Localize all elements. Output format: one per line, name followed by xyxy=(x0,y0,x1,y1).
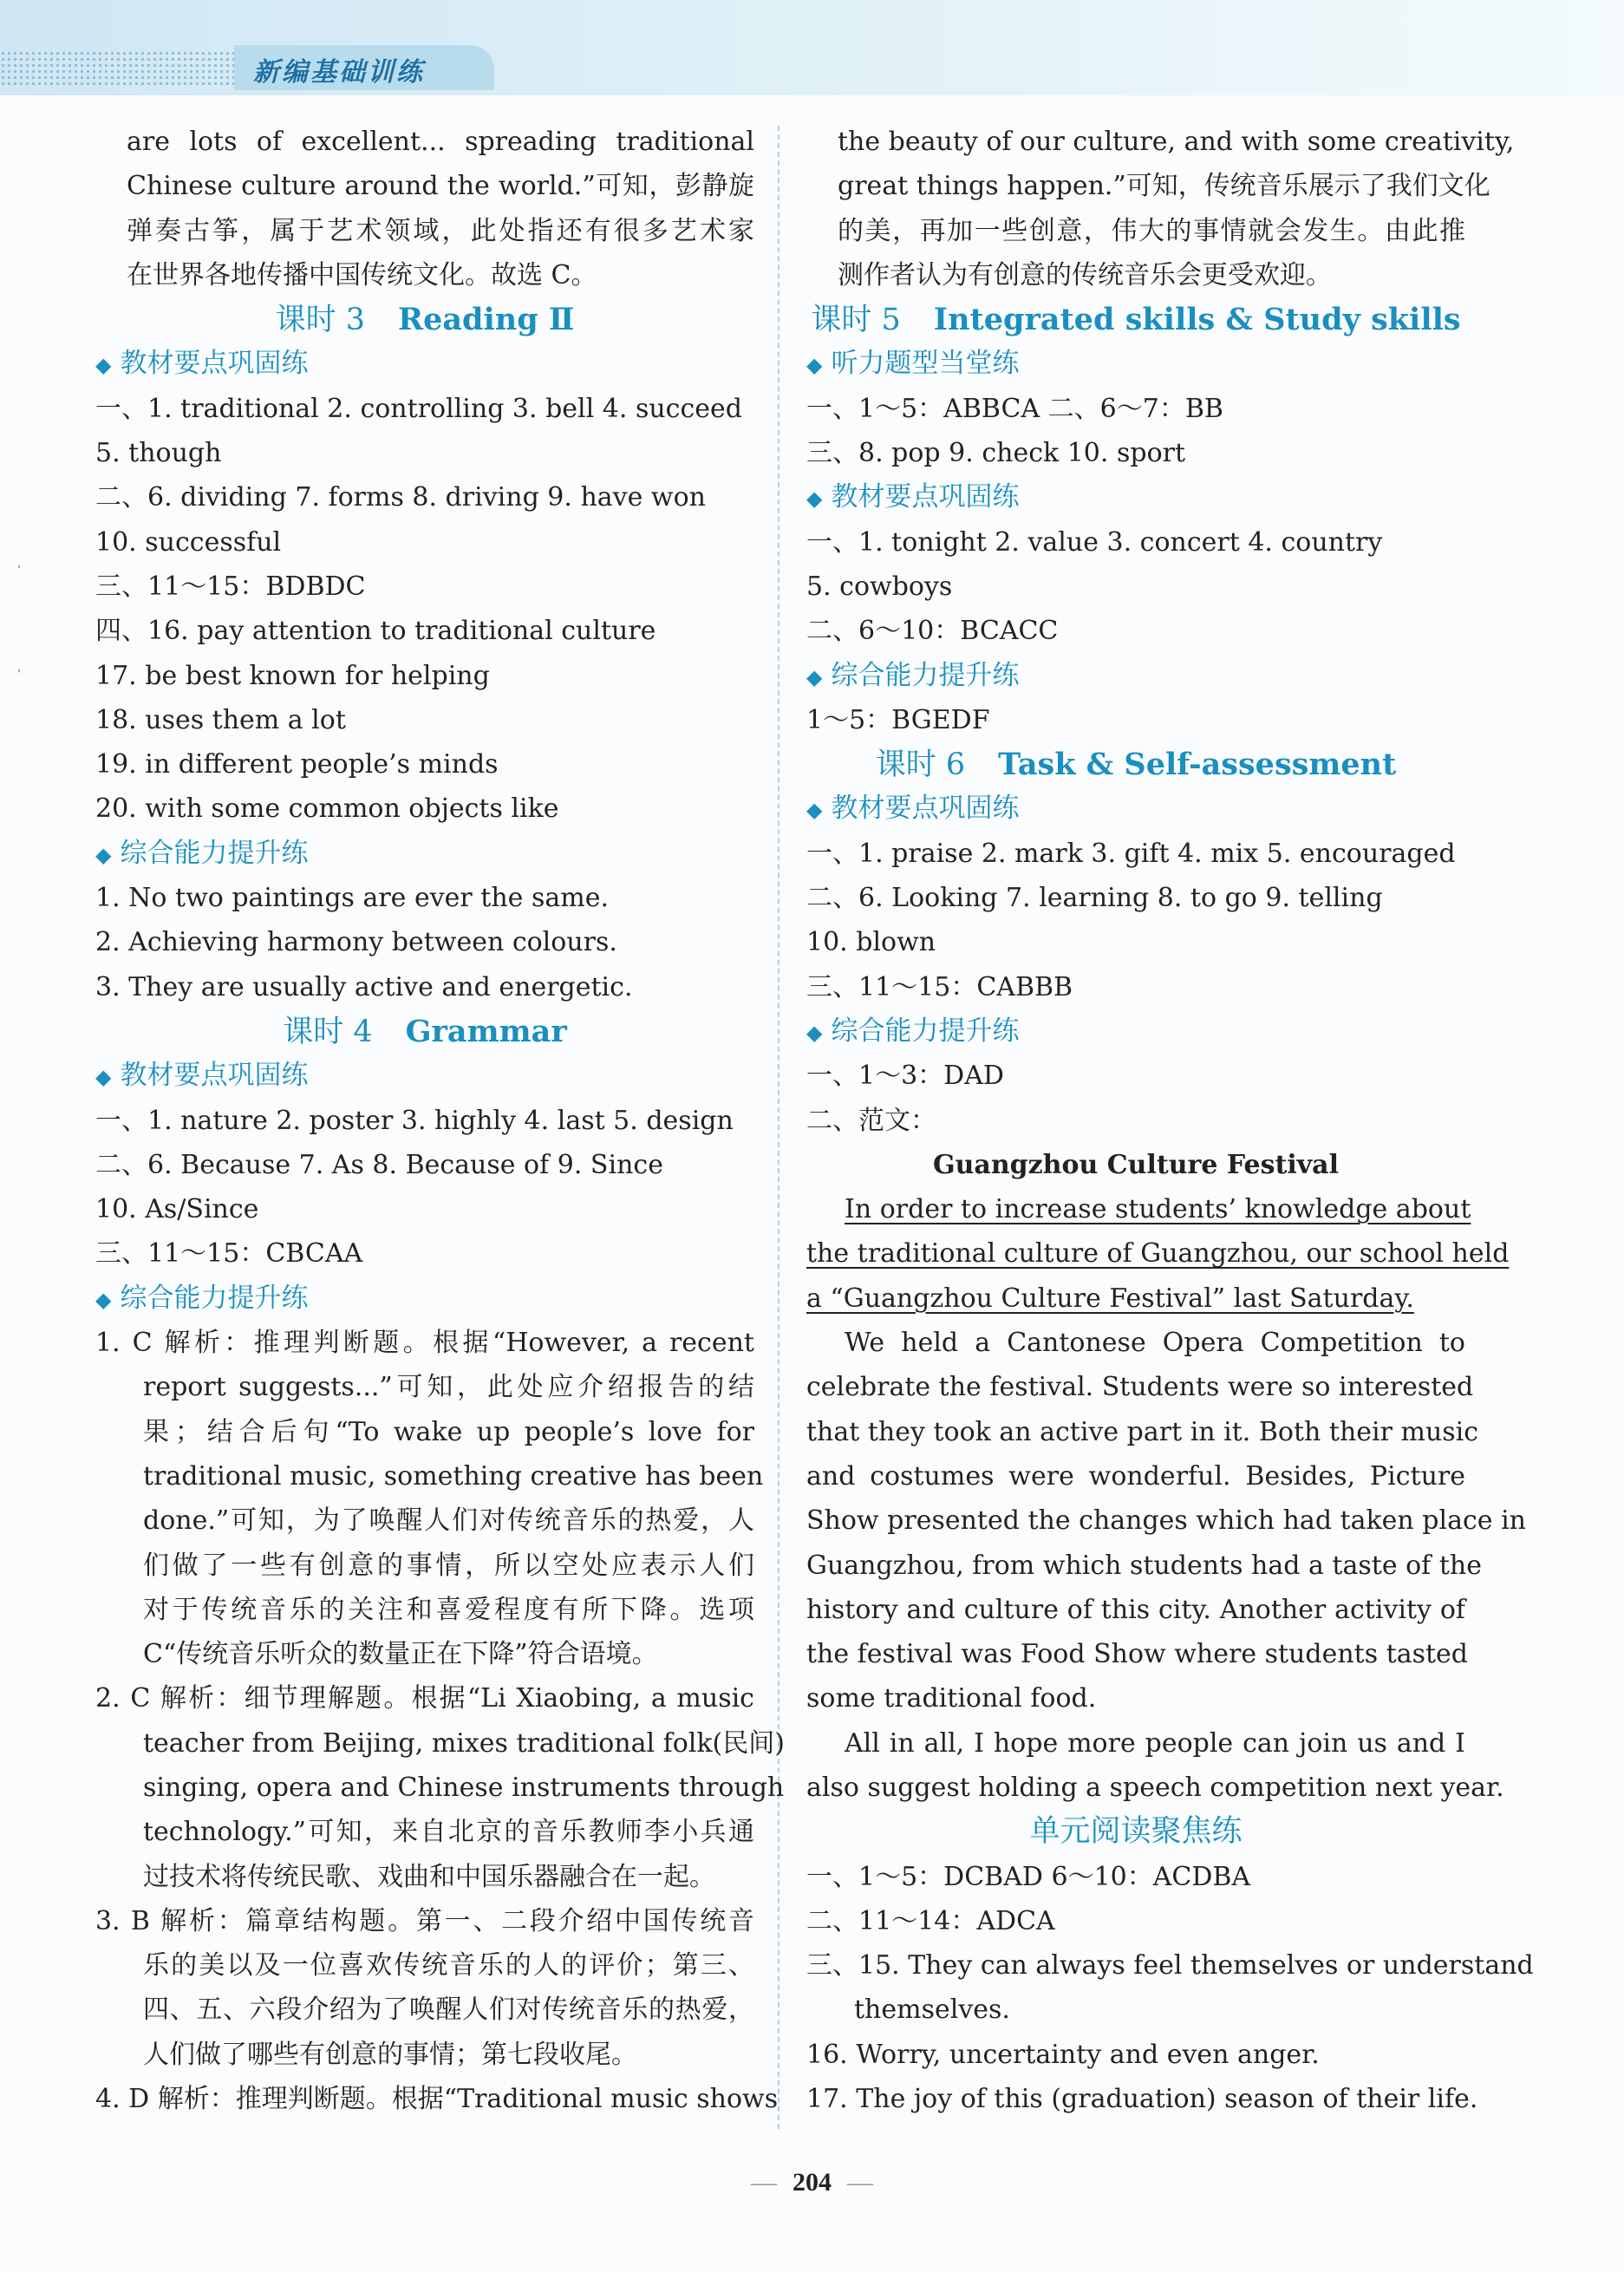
text-line: the beauty of our culture, and with some creativity, xyxy=(838,127,1515,157)
diamond-icon: ◆ xyxy=(806,353,823,378)
answer-line: 17. The joy of this (graduation) season of their life. xyxy=(806,2084,1478,2115)
explanation-line: 果；结合后句“To wake up people’s love for xyxy=(143,1416,754,1447)
text-line: 弹奏古筝，属于艺术领域，此处指还有很多艺术家 xyxy=(127,215,754,246)
explanation-line: C“传统音乐听众的数量正在下降”符合语境。 xyxy=(143,1639,658,1670)
answer-line: 三、11～15：CBCAA xyxy=(95,1238,363,1270)
explanation-line: report suggests...”可知，此处应介绍报告的结 xyxy=(143,1372,754,1403)
answer-line: 三、11～15：BDBDC xyxy=(95,571,366,602)
section-heading: ◆ 教材要点巩固练 xyxy=(806,481,1020,513)
explanation-line: teacher from Beijing, mixes traditional folk(民间) xyxy=(143,1727,785,1759)
page-number-footer: — 204 — xyxy=(751,2168,873,2197)
diamond-icon: ◆ xyxy=(806,664,823,689)
lesson-heading-3: 课时 3 Reading Ⅱ xyxy=(275,302,575,338)
diamond-icon: ◆ xyxy=(95,1287,112,1312)
answer-line: 三、15. They can always feel themselves or understand xyxy=(806,1950,1534,1981)
text-line: great things happen.”可知，传统音乐展示了我们文化 xyxy=(838,171,1490,202)
section-heading: ◆ 听力题型当堂练 xyxy=(806,348,1020,380)
explanation-line: 3. B 解析：篇章结构题。第一、二段介绍中国传统音 xyxy=(95,1905,754,1936)
explanation-line: 四、五、六段介绍为了唤醒人们对传统音乐的热爱， xyxy=(143,1995,754,2026)
section-heading: ◆ 教材要点巩固练 xyxy=(806,793,1020,825)
answer-line: 二、11～14：ADCA xyxy=(806,1905,1055,1936)
answer-line: 5. though xyxy=(95,438,222,469)
answer-line: 5. cowboys xyxy=(806,571,953,602)
answer-line: 19. in different people’s minds xyxy=(95,749,499,780)
essay-line: the traditional culture of Guangzhou, our school held xyxy=(806,1238,1510,1270)
answer-line: themselves. xyxy=(854,1995,1010,2026)
explanation-line: 对于传统音乐的关注和喜爱程度有所下降。选项 xyxy=(143,1594,754,1625)
answer-line: 一、1. praise 2. mark 3. gift 4. mix 5. encouraged xyxy=(806,838,1456,869)
header-dot-pattern xyxy=(0,50,251,85)
answer-line: 2. Achieving harmony between colours. xyxy=(95,927,617,958)
column-divider xyxy=(778,126,779,2129)
page-number: 204 xyxy=(792,2168,832,2197)
answer-line: 二、范文： xyxy=(806,1105,936,1136)
diamond-icon: ◆ xyxy=(806,486,823,512)
answer-line: 16. Worry, uncertainty and even anger. xyxy=(806,2039,1320,2070)
explanation-line: 们做了一些有创意的事情，所以空处应表示人们 xyxy=(143,1550,754,1581)
answer-line: 一、1～5：ABBCA 二、6～7：BB xyxy=(806,393,1223,424)
answer-line: 一、1～5：DCBAD 6～10：ACDBA xyxy=(806,1861,1251,1892)
answer-line: 四、16. pay attention to traditional culture xyxy=(95,616,656,647)
section-heading: ◆ 教材要点巩固练 xyxy=(95,348,309,380)
diamond-icon: ◆ xyxy=(806,1020,823,1045)
diamond-icon: ◆ xyxy=(95,1065,112,1090)
diamond-icon: ◆ xyxy=(806,798,823,823)
essay-line: celebrate the festival. Students were so interested xyxy=(806,1372,1474,1403)
text-line: 在世界各地传播中国传统文化。故选 C。 xyxy=(127,259,597,291)
answer-line: 10. As/Since xyxy=(95,1194,259,1225)
margin-mark: ' xyxy=(17,564,21,578)
answer-line: 1～5：BGEDF xyxy=(806,704,990,735)
essay-line: also suggest holding a speech competition next year. xyxy=(806,1772,1504,1803)
explanation-line: 人们做了哪些有创意的事情；第七段收尾。 xyxy=(143,2039,637,2070)
lesson-heading-4: 课时 4 Grammar xyxy=(283,1013,567,1049)
essay-line: some traditional food. xyxy=(806,1683,1097,1714)
explanation-line: done.”可知，为了唤醒人们对传统音乐的热爱，人 xyxy=(143,1505,754,1537)
margin-mark: ' xyxy=(17,668,21,682)
lesson-heading-5: 课时 5 Integrated skills & Study skills xyxy=(811,302,1461,338)
explanation-line: 2. C 解析：细节理解题。根据“Li Xiaobing, a music xyxy=(95,1683,754,1714)
answer-line: 三、8. pop 9. check 10. sport xyxy=(806,438,1186,469)
essay-line: history and culture of this city. Another activity of xyxy=(806,1594,1465,1625)
essay-line: Show presented the changes which had taken place in xyxy=(806,1505,1526,1537)
right-column xyxy=(806,120,1534,2121)
answer-line: 二、6. dividing 7. forms 8. driving 9. have won xyxy=(95,482,706,513)
explanation-line: technology.”可知，来自北京的音乐教师李小兵通 xyxy=(143,1817,754,1848)
section-heading: ◆ 综合能力提升练 xyxy=(95,1282,309,1314)
section-heading: ◆ 综合能力提升练 xyxy=(806,659,1020,691)
text-line: 测作者认为有创意的传统音乐会更受欢迎。 xyxy=(838,259,1332,291)
book-title: 新编基础训练 xyxy=(253,57,425,88)
diamond-icon: ◆ xyxy=(95,842,112,867)
explanation-line: traditional music, something creative has been xyxy=(143,1460,764,1492)
answer-line: 一、1. nature 2. poster 3. highly 4. last 5. design xyxy=(95,1105,734,1136)
essay-line: the festival was Food Show where students tasted xyxy=(806,1639,1468,1670)
answer-line: 10. successful xyxy=(95,526,282,558)
answer-line: 一、1. traditional 2. controlling 3. bell 4. succeed xyxy=(95,393,742,424)
essay-line: Guangzhou, from which students had a taste of the xyxy=(806,1550,1482,1581)
section-heading: ◆ 综合能力提升练 xyxy=(806,1015,1020,1047)
section-heading: ◆ 综合能力提升练 xyxy=(95,837,309,869)
answer-line: 18. uses them a lot xyxy=(95,704,346,735)
text-line: 的美，再加一些创意，伟大的事情就会发生。由此推 xyxy=(838,215,1465,246)
text-line: Chinese culture around the world.”可知，彭静旋 xyxy=(127,171,754,202)
answer-line: 10. blown xyxy=(806,927,936,958)
explanation-line: 4. D 解析：推理判断题。根据“Traditional music shows xyxy=(95,2084,779,2115)
answer-line: 20. with some common objects like xyxy=(95,793,559,825)
unit-reading-heading: 单元阅读聚焦练 xyxy=(1029,1814,1242,1850)
essay-line: and costumes were wonderful. Besides, Picture xyxy=(806,1460,1465,1492)
essay-line: a “Guangzhou Culture Festival” last Saturday. xyxy=(806,1283,1414,1314)
answer-line: 17. be best known for helping xyxy=(95,660,490,691)
answer-line: 一、1. tonight 2. value 3. concert 4. country xyxy=(806,526,1383,558)
essay-line: We held a Cantonese Opera Competition to xyxy=(845,1328,1465,1359)
answer-line: 1. No two paintings are ever the same. xyxy=(95,883,609,914)
explanation-line: 1. C 解析：推理判断题。根据“However, a recent xyxy=(95,1328,754,1359)
answer-line: 一、1～3：DAD xyxy=(806,1061,1004,1092)
diamond-icon: ◆ xyxy=(95,353,112,378)
essay-line: In order to increase students’ knowledge about xyxy=(845,1194,1471,1225)
section-heading: ◆ 教材要点巩固练 xyxy=(95,1060,309,1092)
answer-line: 二、6. Because 7. As 8. Because of 9. Since xyxy=(95,1149,663,1180)
explanation-line: 乐的美以及一位喜欢传统音乐的人的评价；第三、 xyxy=(143,1950,754,1981)
explanation-line: 过技术将传统民歌、戏曲和中国乐器融合在一起。 xyxy=(143,1861,715,1892)
lesson-heading-6: 课时 6 Task & Self-assessment xyxy=(875,747,1397,783)
answer-line: 3. They are usually active and energetic. xyxy=(95,971,633,1002)
explanation-line: singing, opera and Chinese instruments through xyxy=(143,1772,785,1803)
answer-line: 三、11～15：CABBB xyxy=(806,971,1073,1002)
essay-line: All in all, I hope more people can join us and I xyxy=(845,1727,1465,1759)
answer-line: 二、6～10：BCACC xyxy=(806,616,1059,647)
text-line: are lots of excellent... spreading traditional xyxy=(127,127,754,157)
essay-title: Guangzhou Culture Festival xyxy=(932,1149,1340,1180)
essay-line: that they took an active part in it. Both their music xyxy=(806,1416,1479,1447)
answer-line: 二、6. Looking 7. learning 8. to go 9. telling xyxy=(806,883,1383,914)
left-column xyxy=(95,120,785,2121)
